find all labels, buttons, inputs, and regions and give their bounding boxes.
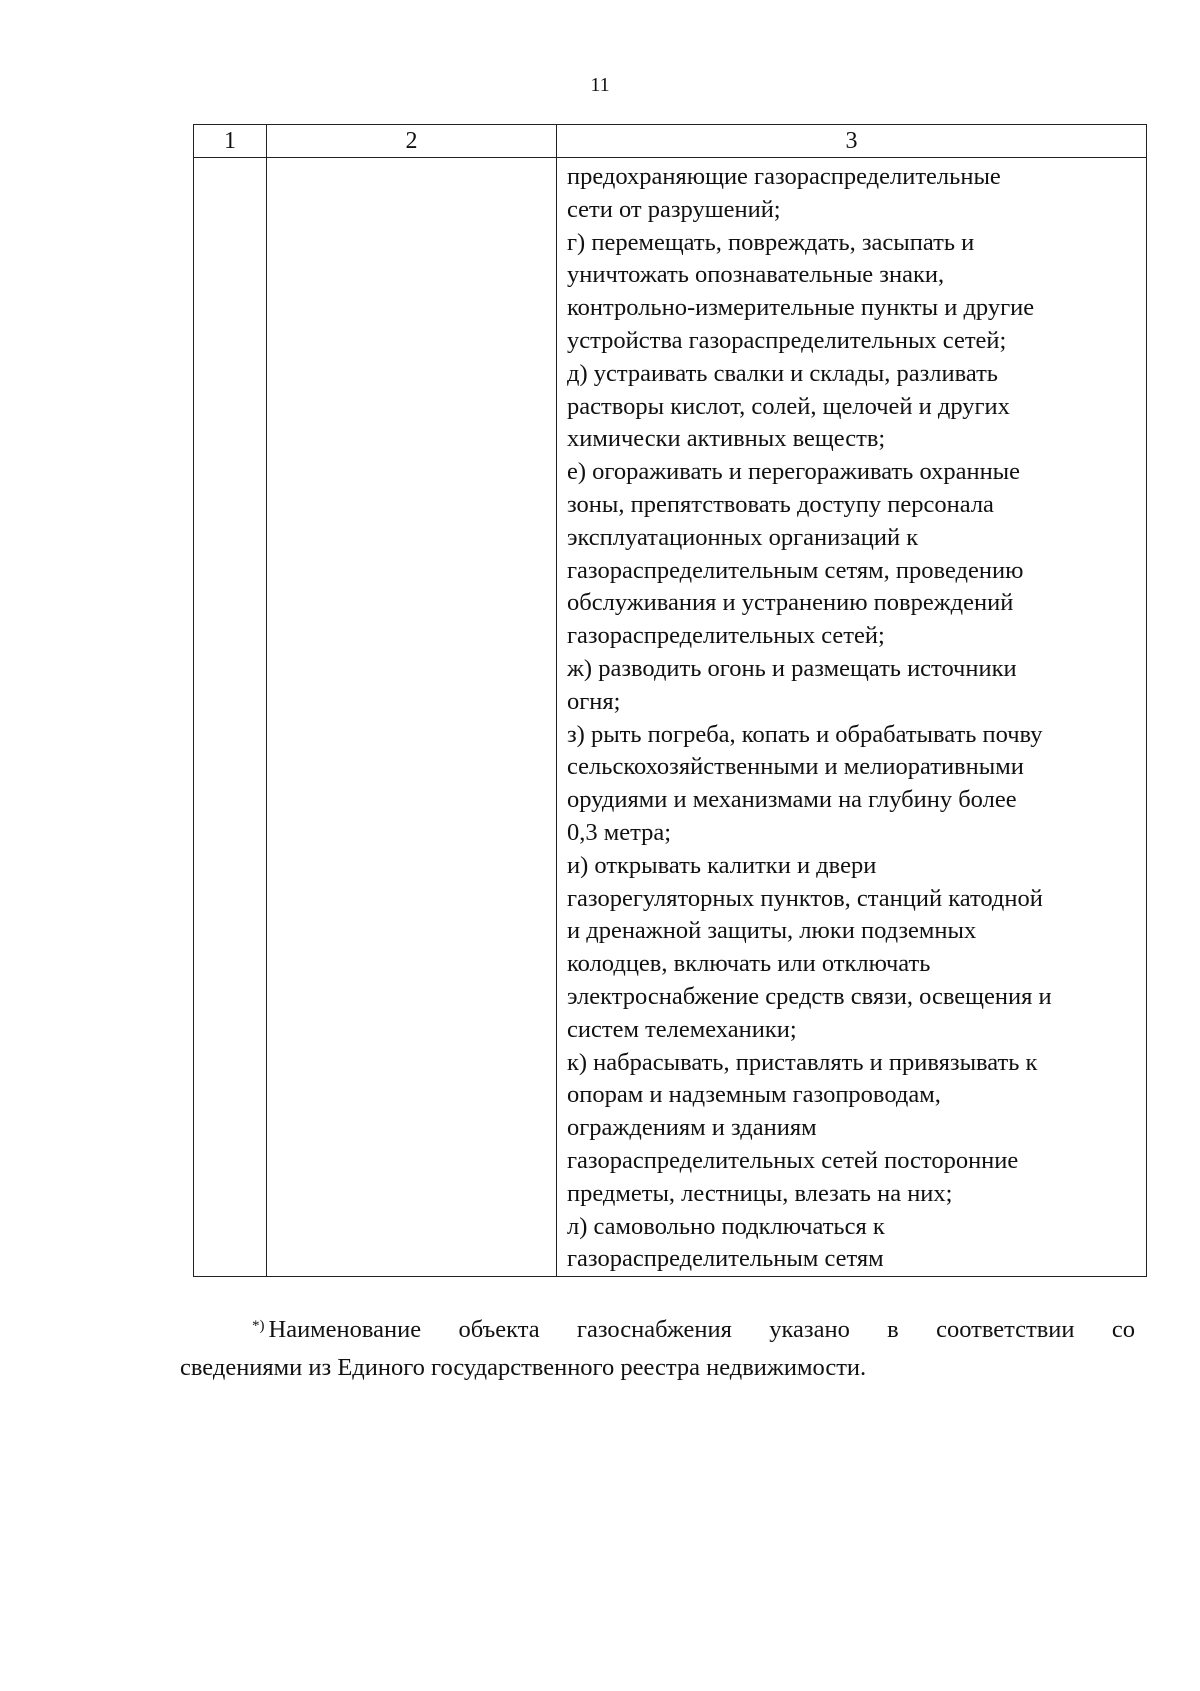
- table-row: [194, 158, 1147, 1277]
- footnote-line-1: [180, 1311, 1135, 1349]
- requirements-table: [193, 124, 1147, 1277]
- text-line: газорегуляторных пунктов, станций катодной: [567, 884, 1043, 912]
- text-line: зоны, препятствовать доступу персонала: [567, 490, 994, 518]
- footnote-marker: *): [252, 1318, 265, 1334]
- text-line: эксплуатационных организаций к: [567, 523, 919, 551]
- text-line: газораспределительным сетям, проведению: [567, 556, 1024, 584]
- text-line: л) самовольно подключаться к: [567, 1212, 885, 1240]
- footnote-text-1: Наименование объекта газоснабжения указано в соответствии со: [268, 1316, 1135, 1343]
- text-line: ж) разводить огонь и размещать источники: [567, 654, 1017, 682]
- table-header-row: [194, 125, 1147, 158]
- page-number: 11: [590, 74, 610, 96]
- text-line: 0,3 метра;: [567, 818, 672, 846]
- footnote: [180, 1311, 1135, 1387]
- text-line: предметы, лестницы, влезать на них;: [567, 1179, 953, 1207]
- text-line: электроснабжение средств связи, освещения и: [567, 982, 1052, 1010]
- text-line: г) перемещать, повреждать, засыпать и: [567, 228, 975, 256]
- column-header-2: 2: [267, 125, 557, 158]
- text-line: обслуживания и устранению повреждений: [567, 589, 1014, 617]
- text-line: ограждениям и зданиям: [567, 1114, 817, 1142]
- text-line: предохраняющие газораспределительные: [567, 163, 1001, 190]
- column-header-3: 3: [557, 125, 1147, 158]
- text-line: з) рыть погреба, копать и обрабатывать почву: [567, 720, 1043, 748]
- text-line: химически активных веществ;: [567, 425, 886, 453]
- text-line: к) набрасывать, приставлять и привязывать к: [567, 1048, 1038, 1076]
- text-line: газораспределительных сетей;: [567, 622, 885, 650]
- text-line: орудиями и механизмами на глубину более: [567, 786, 1017, 814]
- text-line: растворы кислот, солей, щелочей и других: [567, 392, 1010, 420]
- text-line: и) открывать калитки и двери: [567, 851, 877, 879]
- text-line: контрольно-измерительные пункты и другие: [567, 294, 1035, 322]
- text-line: газораспределительных сетей посторонние: [567, 1146, 1019, 1174]
- text-line: устройства газораспределительных сетей;: [567, 326, 1007, 354]
- restrictions-text: [557, 158, 1146, 1276]
- text-line: и дренажной защиты, люки подземных: [567, 917, 977, 945]
- table-cell-col3: [557, 158, 1147, 1277]
- text-line: газораспределительным сетям: [567, 1245, 884, 1273]
- text-line: сети от разрушений;: [567, 195, 781, 223]
- text-line: д) устраивать свалки и склады, разливать: [567, 359, 998, 387]
- text-line: уничтожать опознавательные знаки,: [567, 261, 945, 289]
- text-line: е) огораживать и перегораживать охранные: [567, 458, 1021, 486]
- text-line: огня;: [567, 687, 621, 715]
- text-line: систем телемеханики;: [567, 1015, 797, 1043]
- footnote-line-2: сведениями из Единого государственного реестра недвижимости.: [180, 1354, 867, 1381]
- text-line: сельскохозяйственными и мелиоративными: [567, 753, 1024, 781]
- text-line: колодцев, включать или отключать: [567, 950, 931, 978]
- column-header-1: 1: [194, 125, 267, 158]
- table-cell-col1: [194, 158, 267, 1277]
- text-line: опорам и надземным газопроводам,: [567, 1081, 941, 1109]
- table-cell-col2: [267, 158, 557, 1277]
